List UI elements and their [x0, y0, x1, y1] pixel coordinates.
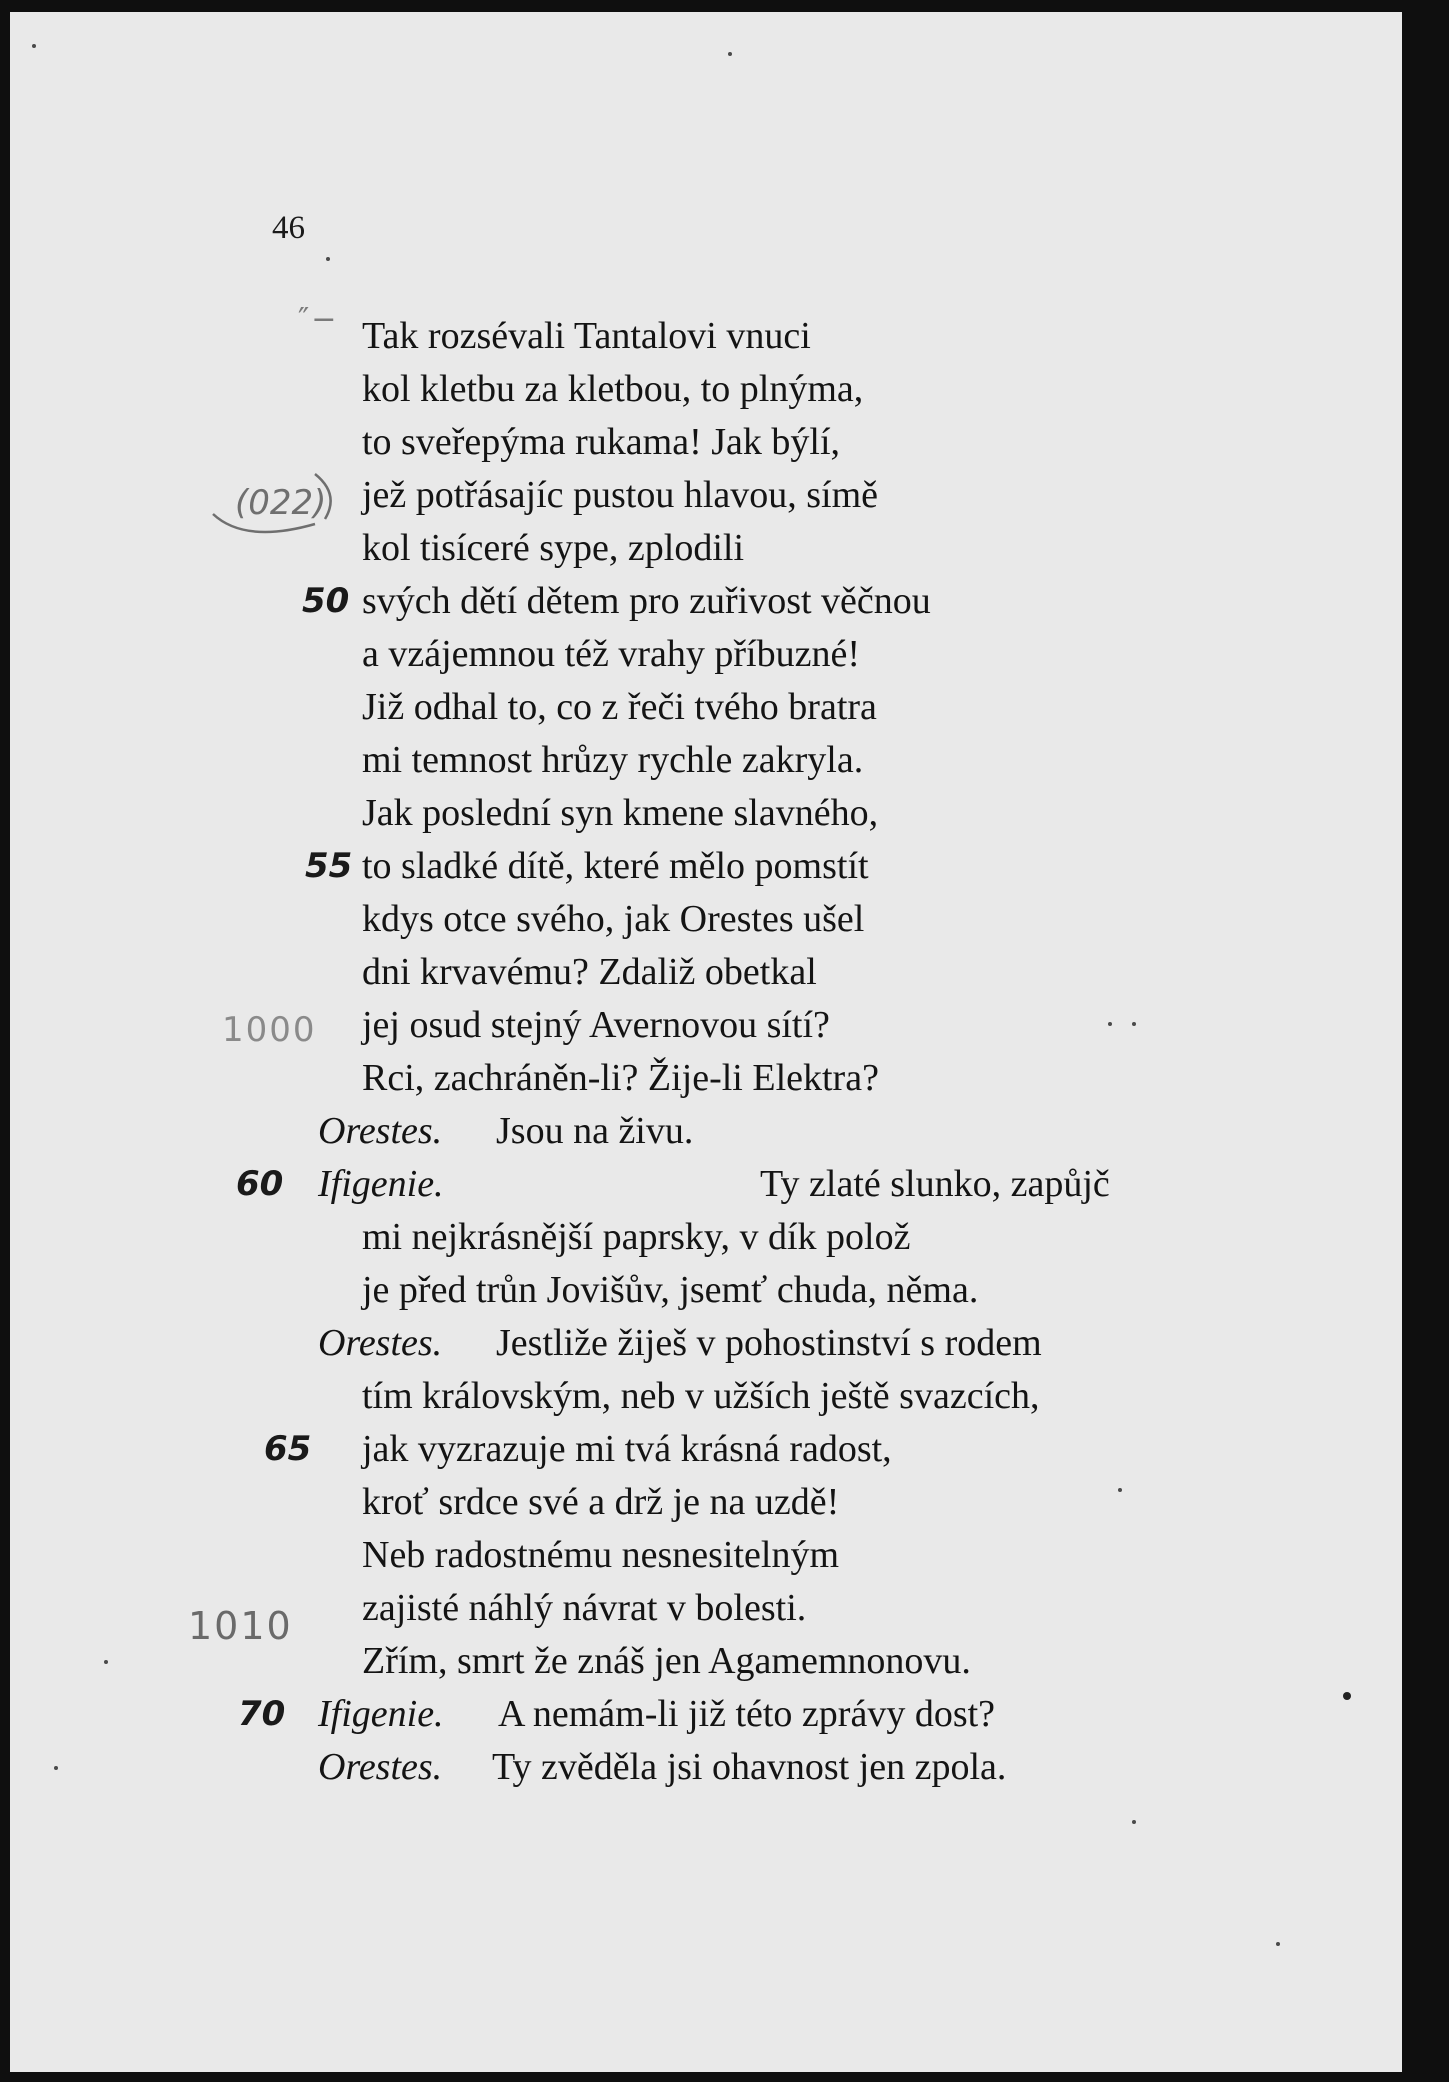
line-text: kol kletbu za kletbou, to plnýma,	[362, 368, 864, 410]
scan-speck	[326, 257, 330, 261]
verse-line	[10, 1475, 1402, 1529]
line-text: a vzájemnou též vrahy příbuzné!	[362, 633, 860, 675]
speaker-name: Orestes.	[318, 1110, 443, 1152]
verse-line	[10, 627, 1402, 681]
verse-line	[10, 574, 1402, 628]
speaker-name: Orestes.	[318, 1322, 443, 1364]
speaker-name: Ifigenie.	[318, 1163, 444, 1205]
verse-line	[10, 1581, 1402, 1635]
speaker-name: Orestes.	[318, 1746, 443, 1788]
scan-speck	[104, 1660, 108, 1664]
verse-line	[10, 786, 1402, 840]
book-page	[10, 12, 1402, 2072]
scan-speck	[54, 1766, 58, 1770]
line-text: kol tisíceré sype, zplodili	[362, 527, 745, 569]
verse-line	[10, 362, 1402, 416]
line-text: je před trůn Jovišův, jsemť chuda, něma.	[362, 1269, 979, 1311]
line-text: mi nejkrásnější paprsky, v dík polož	[362, 1216, 911, 1258]
verse-line	[10, 1263, 1402, 1317]
scan-speck	[32, 44, 36, 48]
line-number: 70	[238, 1694, 286, 1734]
verse-line	[10, 1740, 1402, 1794]
verse-line	[10, 839, 1402, 893]
line-text: Zřím, smrt že znáš jen Agamemnonovu.	[362, 1640, 971, 1682]
line-text: Ty zvěděla jsi ohavnost jen zpola.	[492, 1746, 1007, 1788]
line-text: zajisté náhlý návrat v bolesti.	[362, 1587, 807, 1629]
verse-line	[10, 1104, 1402, 1158]
pencil-ref-1010: 1010	[188, 1604, 293, 1648]
pencil-ref-1000: 1000	[222, 1010, 317, 1050]
verse-line	[10, 998, 1402, 1052]
verse-line	[10, 1528, 1402, 1582]
line-text: jež potřásajíc pustou hlavou, símě	[362, 474, 879, 516]
verse-line	[10, 1157, 1402, 1211]
scan-speck	[1132, 1820, 1136, 1824]
line-text: Ty zlaté slunko, zapůjč	[760, 1163, 1110, 1205]
scan-speck	[1108, 1022, 1112, 1026]
line-text: Jsou na živu.	[496, 1110, 694, 1152]
line-text: Neb radostnému nesnesitelným	[362, 1534, 840, 1576]
verse-line	[10, 945, 1402, 999]
line-text: Jak poslední syn kmene slavného,	[362, 792, 879, 834]
line-text: tím královským, neb v užších ještě svazcích,	[362, 1375, 1040, 1417]
page-number: 46	[272, 210, 305, 246]
scan-speck	[1276, 1942, 1280, 1946]
line-text: jak vyzrazuje mi tvá krásná radost,	[362, 1428, 892, 1470]
line-text: kdys otce svého, jak Orestes ušel	[362, 898, 865, 940]
verse-line	[10, 733, 1402, 787]
line-number: 65	[264, 1429, 312, 1469]
line-text: jej osud stejný Avernovou sítí?	[362, 1004, 830, 1046]
speaker-name: Ifigenie.	[318, 1693, 444, 1735]
line-text: Rci, zachráněn-li? Žije-li Elektra?	[362, 1057, 879, 1099]
verse-line	[10, 1634, 1402, 1688]
verse-block	[10, 12, 1402, 2072]
verse-line	[10, 1687, 1402, 1741]
verse-line	[10, 468, 1402, 522]
scan-speck	[1118, 1488, 1122, 1492]
verse-line	[10, 415, 1402, 469]
scan-speck	[1343, 1692, 1351, 1700]
verse-line	[10, 1369, 1402, 1423]
pencil-stamp-text: (022)	[235, 483, 327, 523]
line-text: kroť srdce své a drž je na uzdě!	[362, 1481, 840, 1523]
line-text: Již odhal to, co z řeči tvého bratra	[362, 686, 877, 728]
line-number: 60	[236, 1164, 284, 1204]
verse-line	[10, 1051, 1402, 1105]
line-text: A nemám-li již této zprávy dost?	[498, 1693, 996, 1735]
line-number: 55	[305, 846, 353, 886]
scan-speck	[728, 52, 732, 56]
verse-line	[10, 309, 1402, 363]
line-text: to sveřepýma rukama! Jak býlí,	[362, 421, 841, 463]
line-text: Jestliže žiješ v pohostinství s rodem	[496, 1322, 1042, 1364]
verse-line	[10, 1422, 1402, 1476]
line-text: dni krvavému? Zdaliž obetkal	[362, 951, 817, 993]
line-text: mi temnost hrůzy rychle zakryla.	[362, 739, 864, 781]
line-text: to sladké dítě, které mělo pomstít	[362, 845, 869, 887]
line-number: 50	[302, 581, 350, 621]
verse-line	[10, 1210, 1402, 1264]
verse-line	[10, 892, 1402, 946]
verse-line	[10, 1316, 1402, 1370]
verse-line	[10, 680, 1402, 734]
verse-line	[10, 521, 1402, 575]
line-text: svých dětí dětem pro zuřivost věčnou	[362, 580, 931, 622]
scan-speck	[1132, 1022, 1136, 1026]
line-text: Tak rozsévali Tantalovi vnuci	[362, 315, 811, 357]
pencil-tick-mark: ″−	[298, 302, 339, 337]
